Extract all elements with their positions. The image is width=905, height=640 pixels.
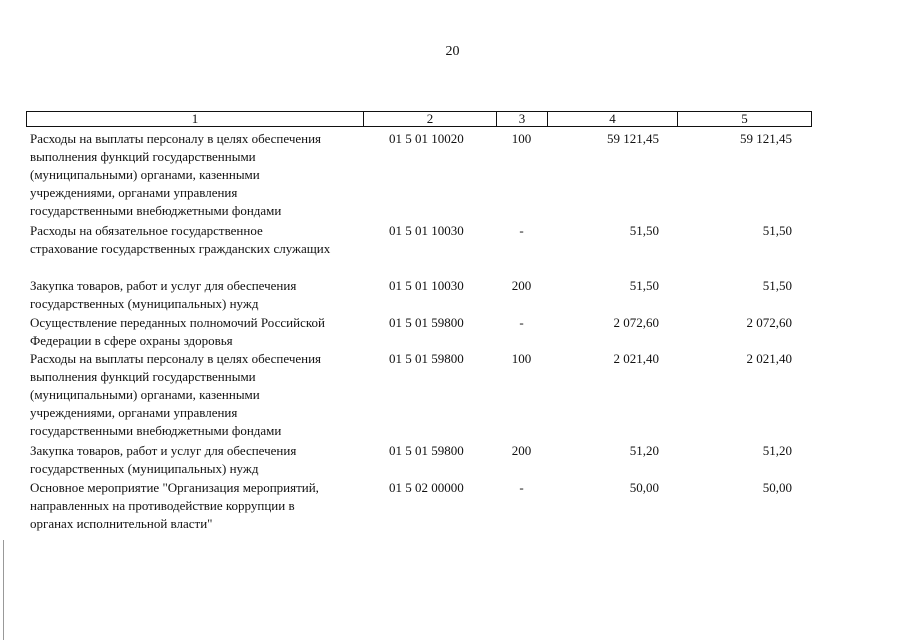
row-description [26, 479, 363, 533]
row-description [26, 350, 363, 440]
description-line: направленных на противодействие коррупции в [30, 498, 295, 513]
row-type: - [519, 223, 524, 238]
row-code: 01 5 01 59800 [389, 315, 464, 330]
row-description [26, 130, 363, 220]
header-col-4: 4 [548, 112, 678, 126]
header-col-1: 1 [27, 112, 364, 126]
row-type: - [519, 315, 524, 330]
description-line: (муниципальными) органами, казенными [30, 387, 260, 402]
description-line: Расходы на выплаты персоналу в целях обеспечения [30, 131, 322, 146]
description-line: Осуществление переданных полномочий Российской [30, 315, 325, 330]
row-type: 100 [511, 351, 532, 366]
row-value-col4: 51,20 [629, 443, 659, 458]
page-edge-line [3, 540, 4, 640]
row-value-col5: 2 072,60 [746, 315, 792, 330]
table-row [26, 479, 810, 533]
row-code: 01 5 01 10030 [389, 278, 464, 293]
row-type: 200 [511, 278, 532, 293]
row-description [26, 222, 363, 258]
row-value-col5: 2 021,40 [746, 351, 792, 366]
row-description [26, 277, 363, 313]
description-line: выполнения функций государственными [30, 369, 256, 384]
row-value-col5: 59 121,45 [740, 131, 792, 146]
description-line: учреждениями, органами управления [30, 405, 238, 420]
row-description [26, 314, 363, 350]
row-value-col5: 51,50 [762, 278, 792, 293]
row-code: 01 5 01 59800 [389, 443, 464, 458]
row-value-col4: 51,50 [629, 278, 659, 293]
row-code: 01 5 01 10030 [389, 223, 464, 238]
table-row [26, 277, 810, 313]
header-col-2: 2 [364, 112, 497, 126]
row-value-col4: 59 121,45 [607, 131, 659, 146]
row-code: 01 5 01 59800 [389, 351, 464, 366]
description-line: Закупка товаров, работ и услуг для обеспечения [30, 278, 297, 293]
description-line: органах исполнительной власти" [30, 516, 213, 531]
table-header-row [26, 111, 812, 127]
row-code: 01 5 01 10020 [389, 131, 464, 146]
header-col-3: 3 [497, 112, 548, 126]
description-line: Расходы на выплаты персоналу в целях обеспечения [30, 351, 322, 366]
row-value-col4: 2 021,40 [613, 351, 659, 366]
table-row [26, 130, 810, 220]
description-line: государственными внебюджетными фондами [30, 423, 282, 438]
header-col-5: 5 [741, 111, 748, 126]
description-line: Основное мероприятие "Организация мероприятий, [30, 480, 319, 495]
row-value-col4: 2 072,60 [613, 315, 659, 330]
row-type: - [519, 480, 524, 495]
table-row [26, 350, 810, 440]
page-number: 20 [445, 44, 460, 59]
description-line: выполнения функций государственными [30, 149, 256, 164]
description-line: учреждениями, органами управления [30, 185, 238, 200]
table-row [26, 222, 810, 258]
row-type: 100 [511, 131, 532, 146]
table-row [26, 442, 810, 478]
row-value-col4: 51,50 [629, 223, 659, 238]
row-value-col5: 51,50 [762, 223, 792, 238]
row-description [26, 442, 363, 478]
row-type: 200 [511, 443, 532, 458]
description-line: Расходы на обязательное государственное [30, 223, 263, 238]
description-line: государственных (муниципальных) нужд [30, 296, 259, 311]
description-line: государственных (муниципальных) нужд [30, 461, 259, 476]
table-row [26, 314, 810, 350]
row-value-col5: 51,20 [762, 443, 792, 458]
row-value-col5: 50,00 [762, 480, 792, 495]
description-line: Федерации в сфере охраны здоровья [30, 333, 233, 348]
description-line: страхование государственных гражданских служащих [30, 241, 331, 256]
row-code: 01 5 02 00000 [389, 480, 464, 495]
description-line: (муниципальными) органами, казенными [30, 167, 260, 182]
description-line: Закупка товаров, работ и услуг для обеспечения [30, 443, 297, 458]
row-value-col4: 50,00 [629, 480, 659, 495]
description-line: государственными внебюджетными фондами [30, 203, 282, 218]
